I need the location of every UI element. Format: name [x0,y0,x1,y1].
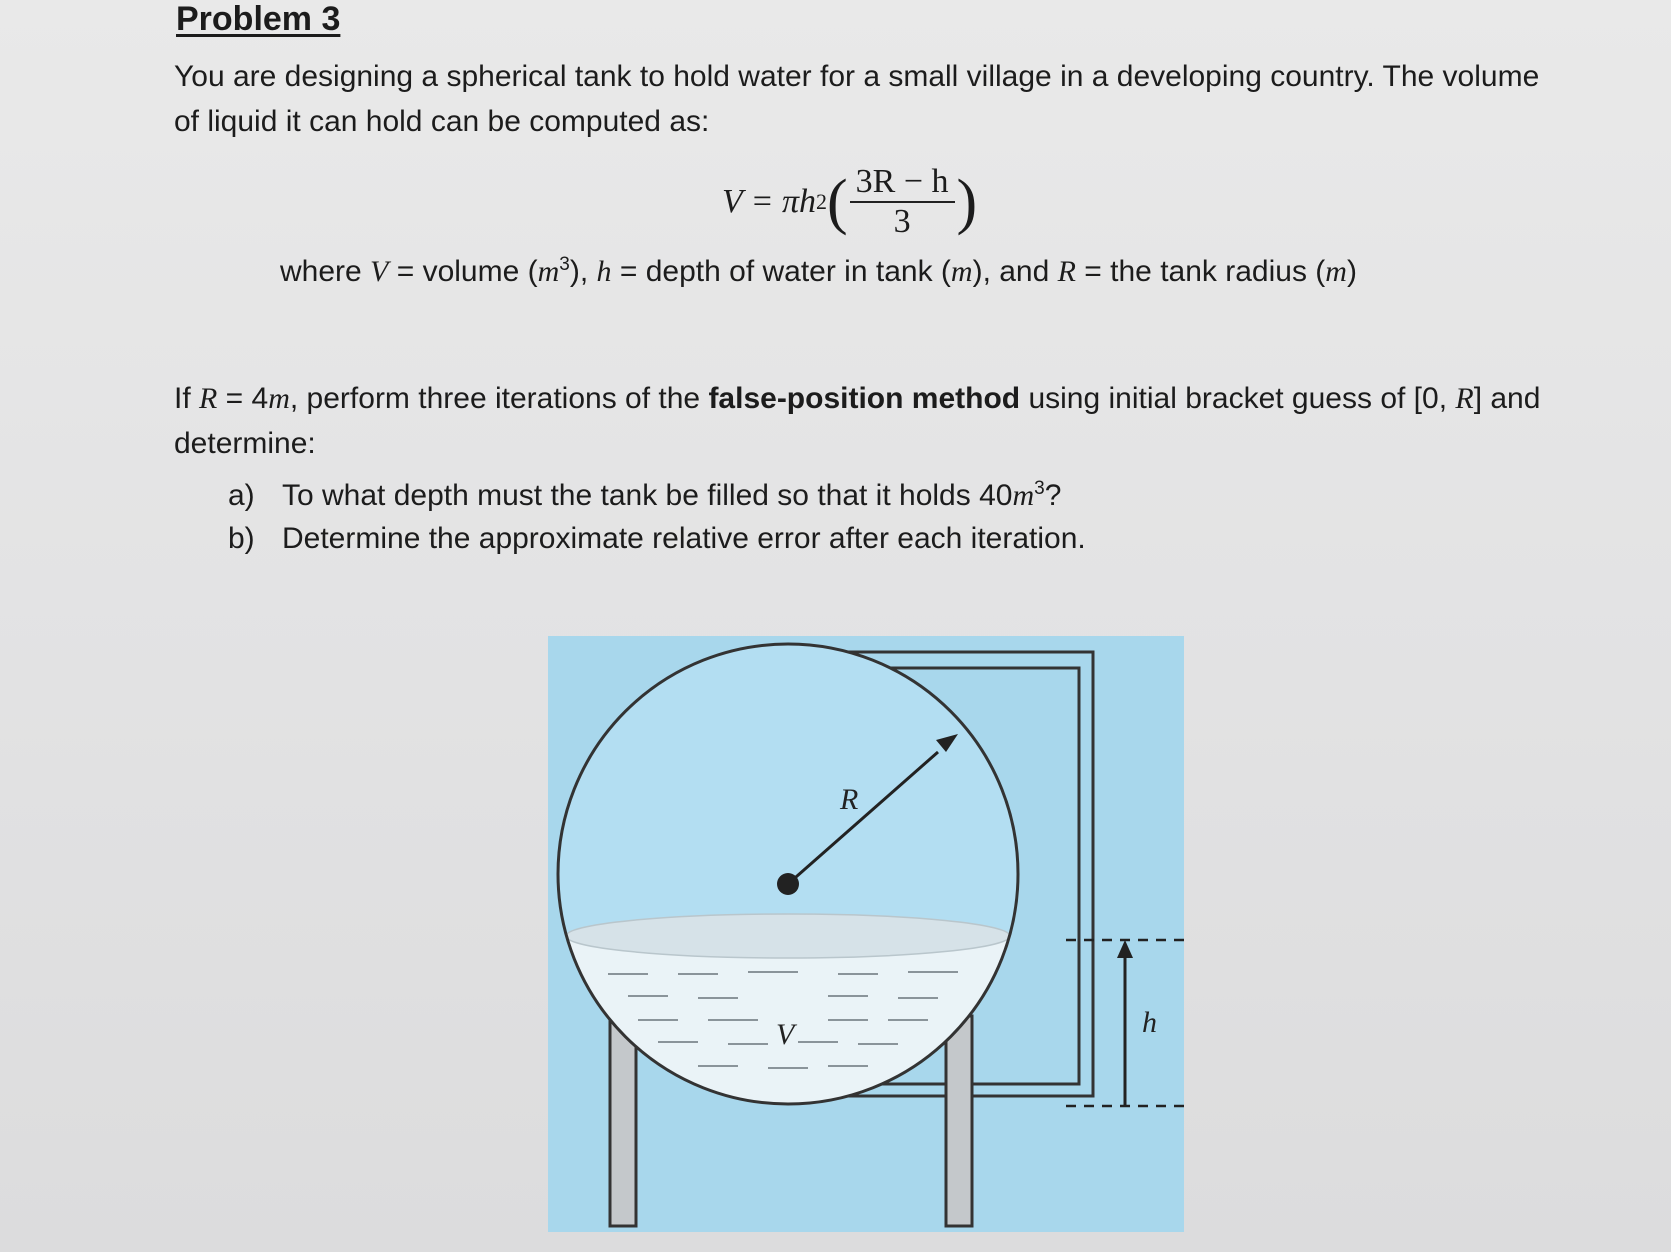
condition-text: = 4 [217,382,269,415]
problem-title: Problem 3 [176,0,341,38]
tank-figure [548,636,1184,1232]
formula-fraction [850,163,955,241]
unit-m: m [950,255,973,288]
where-text: = volume ( [388,255,538,288]
where-text: ), and [972,255,1058,288]
where-text: ) [1346,255,1357,288]
var-r: R [1455,382,1474,415]
unit-exp: 3 [559,254,570,275]
unit-exp: 3 [1034,478,1045,499]
unit-m: m [268,382,290,415]
formula-pi-h: πh [781,183,817,220]
method-name: false-position method [708,382,1021,415]
formula-numerator: 3R − h [850,163,955,203]
question-part-a [228,478,1061,513]
condition-text: ] and determine: [174,382,1541,460]
intro-paragraph: You are designing a spherical tank to hold water for a small village in a developing country. The volume of liquid it can hold can be computed as: [174,60,1540,138]
water-surface [566,914,1010,958]
radius-label: R [840,783,859,816]
formula-close-paren: ) [956,168,978,236]
unit-m: m [537,255,560,288]
var-r: R [1057,255,1076,288]
part-text: To what depth must the tank be filled so that it holds 40 [282,479,1013,512]
condition-text: using initial bracket guess of [0, [1020,382,1456,415]
var-r: R [199,382,218,415]
var-h: h [596,255,612,288]
formula-open-paren: ( [827,168,848,236]
var-v: V [370,255,389,288]
unit-m: m [1012,479,1035,512]
variable-definitions [280,254,1357,289]
volume-label: V [776,1018,795,1051]
formula-equals: = [752,183,772,220]
right-leg [946,1016,972,1226]
part-text: Determine the approximate relative error after each iteration. [282,522,1086,555]
condition-text: If [174,382,200,415]
formula-exponent: 2 [816,189,828,214]
depth-label: h [1142,1006,1157,1039]
part-text: ? [1044,479,1062,512]
part-label: b) [228,522,255,555]
unit-m: m [1325,255,1347,288]
where-text: = depth of water in tank ( [611,255,951,288]
where-text: = the tank radius ( [1075,255,1326,288]
center-point [777,873,799,895]
condition-text: , perform three iterations of the [289,382,709,415]
volume-formula [722,162,977,242]
left-leg [610,1016,636,1226]
formula-denominator: 3 [893,203,911,240]
where-text: ), [569,255,597,288]
where-text: where [280,255,371,288]
condition-paragraph [174,376,1564,466]
part-label: a) [228,479,255,512]
formula-lhs: V [722,183,743,220]
question-part-b [228,522,1086,556]
